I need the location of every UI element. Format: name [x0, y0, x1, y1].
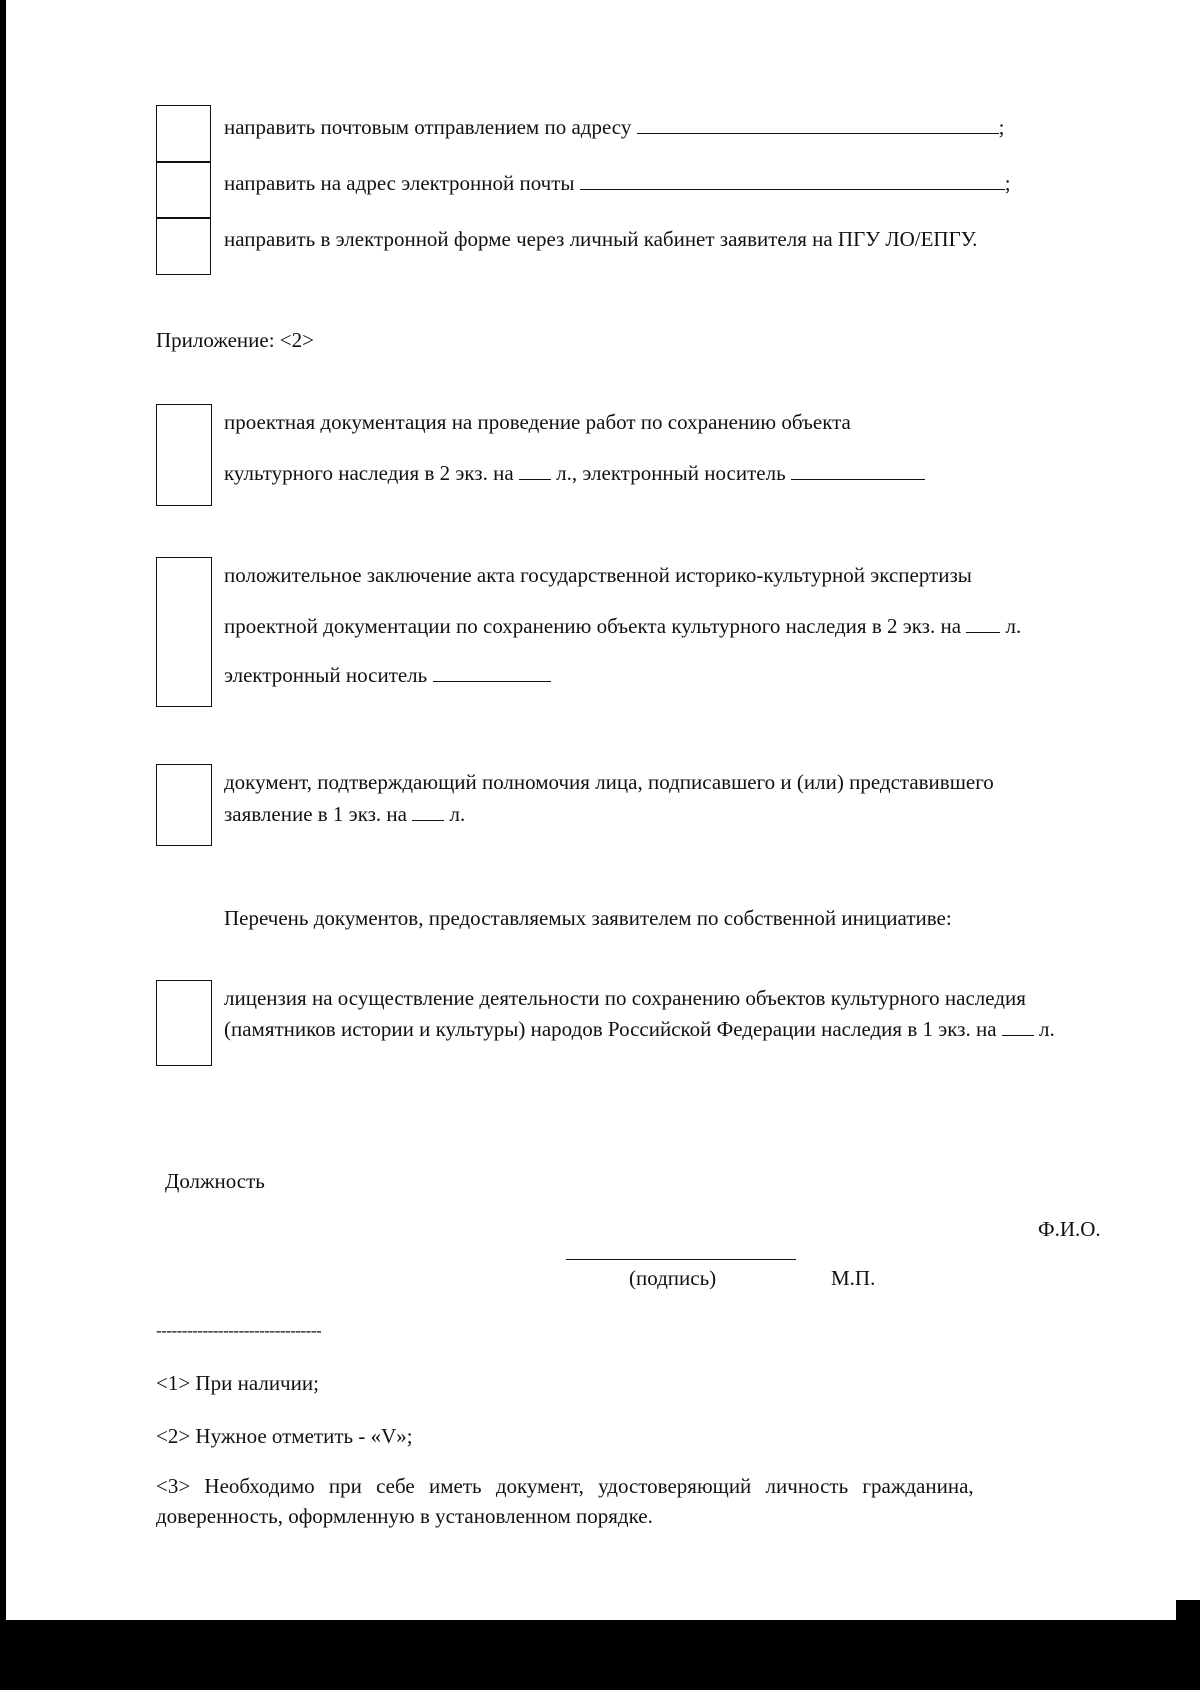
authority-line2-tail: л.	[449, 802, 466, 826]
project-docs-line1: проектная документация на проведение работ по сохранению объекта	[224, 410, 851, 434]
checkbox-license[interactable]	[156, 980, 212, 1066]
email-address-field[interactable]	[580, 171, 1005, 190]
expertise-line2-tail: л.	[1005, 614, 1022, 638]
expertise-line3	[224, 662, 551, 688]
appendix-title: Приложение: <2>	[156, 328, 314, 352]
license-line2-text: (памятников истории и культуры) народов Российской Федерации наследия в 1 экз. на	[224, 1017, 997, 1041]
option-mail	[224, 114, 1004, 140]
fio-label: Ф.И.О.	[1038, 1217, 1101, 1241]
checkbox-email[interactable]	[156, 161, 211, 219]
footnote-1: <1> При наличии;	[156, 1371, 319, 1395]
license-line1: лицензия на осуществление деятельности по сохранению объектов культурного наследия	[224, 986, 1026, 1010]
option-email-end: ;	[1004, 171, 1011, 195]
scan-bottom-edge	[0, 1620, 1200, 1690]
checkbox-project-docs[interactable]	[156, 404, 212, 506]
authority-line1: документ, подтверждающий полномочия лица, подписавшего и (или) представившего	[224, 770, 994, 794]
initiative-title: Перечень документов, предоставляемых заявителем по собственной инициативе:	[224, 906, 952, 930]
scan-corner	[1176, 1600, 1200, 1620]
expertise-line1: положительное заключение акта государственной историко-культурной экспертизы	[224, 563, 972, 587]
license-line2-tail: л.	[1039, 1017, 1055, 1041]
option-mail-label: направить почтовым отправлением по адресу	[224, 115, 632, 139]
expertise-line2	[224, 613, 1021, 639]
expertise-media-field[interactable]	[433, 663, 551, 682]
footnote-2: <2> Нужное отметить - «V»;	[156, 1424, 413, 1448]
option-cabinet	[224, 226, 977, 252]
scan-left-edge	[0, 0, 6, 1690]
project-docs-line2-text: культурного наследия в 2 экз. на	[224, 461, 514, 485]
license-line2	[224, 1016, 1055, 1042]
option-cabinet-label: направить в электронной форме через личный кабинет заявителя на ПГУ ЛО/ЕПГУ.	[224, 227, 978, 251]
option-email-label: направить на адрес электронной почты	[224, 171, 575, 195]
signature-line[interactable]	[566, 1259, 796, 1260]
project-docs-sheets-field[interactable]	[519, 461, 551, 480]
expertise-sheets-field[interactable]	[966, 614, 1000, 633]
footnote-3-line1: <3> Необходимо при себе иметь документ, удостоверяющий личность гражданина,	[156, 1474, 974, 1498]
license-sheets-field[interactable]	[1002, 1017, 1034, 1036]
checkbox-cabinet[interactable]	[156, 217, 211, 275]
checkbox-authority-doc[interactable]	[156, 764, 212, 846]
checkbox-mail[interactable]	[156, 105, 211, 163]
project-docs-line2-tail: л., электронный носитель	[556, 461, 786, 485]
footnote-separator: --------------------------------	[156, 1321, 322, 1340]
project-docs-line2	[224, 460, 925, 486]
footnote-3-line2: доверенность, оформленную в установленном порядке.	[156, 1504, 653, 1528]
stamp-label: М.П.	[831, 1266, 876, 1290]
authority-line2-text: заявление в 1 экз. на	[224, 802, 407, 826]
project-docs-media-field[interactable]	[791, 461, 925, 480]
authority-sheets-field[interactable]	[412, 802, 444, 821]
checkbox-expertise[interactable]	[156, 557, 212, 707]
authority-line2	[224, 801, 465, 827]
option-email	[224, 170, 1011, 196]
position-label: Должность	[165, 1169, 265, 1193]
option-mail-end: ;	[998, 115, 1005, 139]
expertise-line3-text: электронный носитель	[224, 663, 428, 687]
expertise-line2-text: проектной документации по сохранению объекта культурного наследия в 2 экз. на	[224, 614, 962, 638]
mail-address-field[interactable]	[637, 115, 999, 134]
signature-caption: (подпись)	[629, 1266, 717, 1290]
